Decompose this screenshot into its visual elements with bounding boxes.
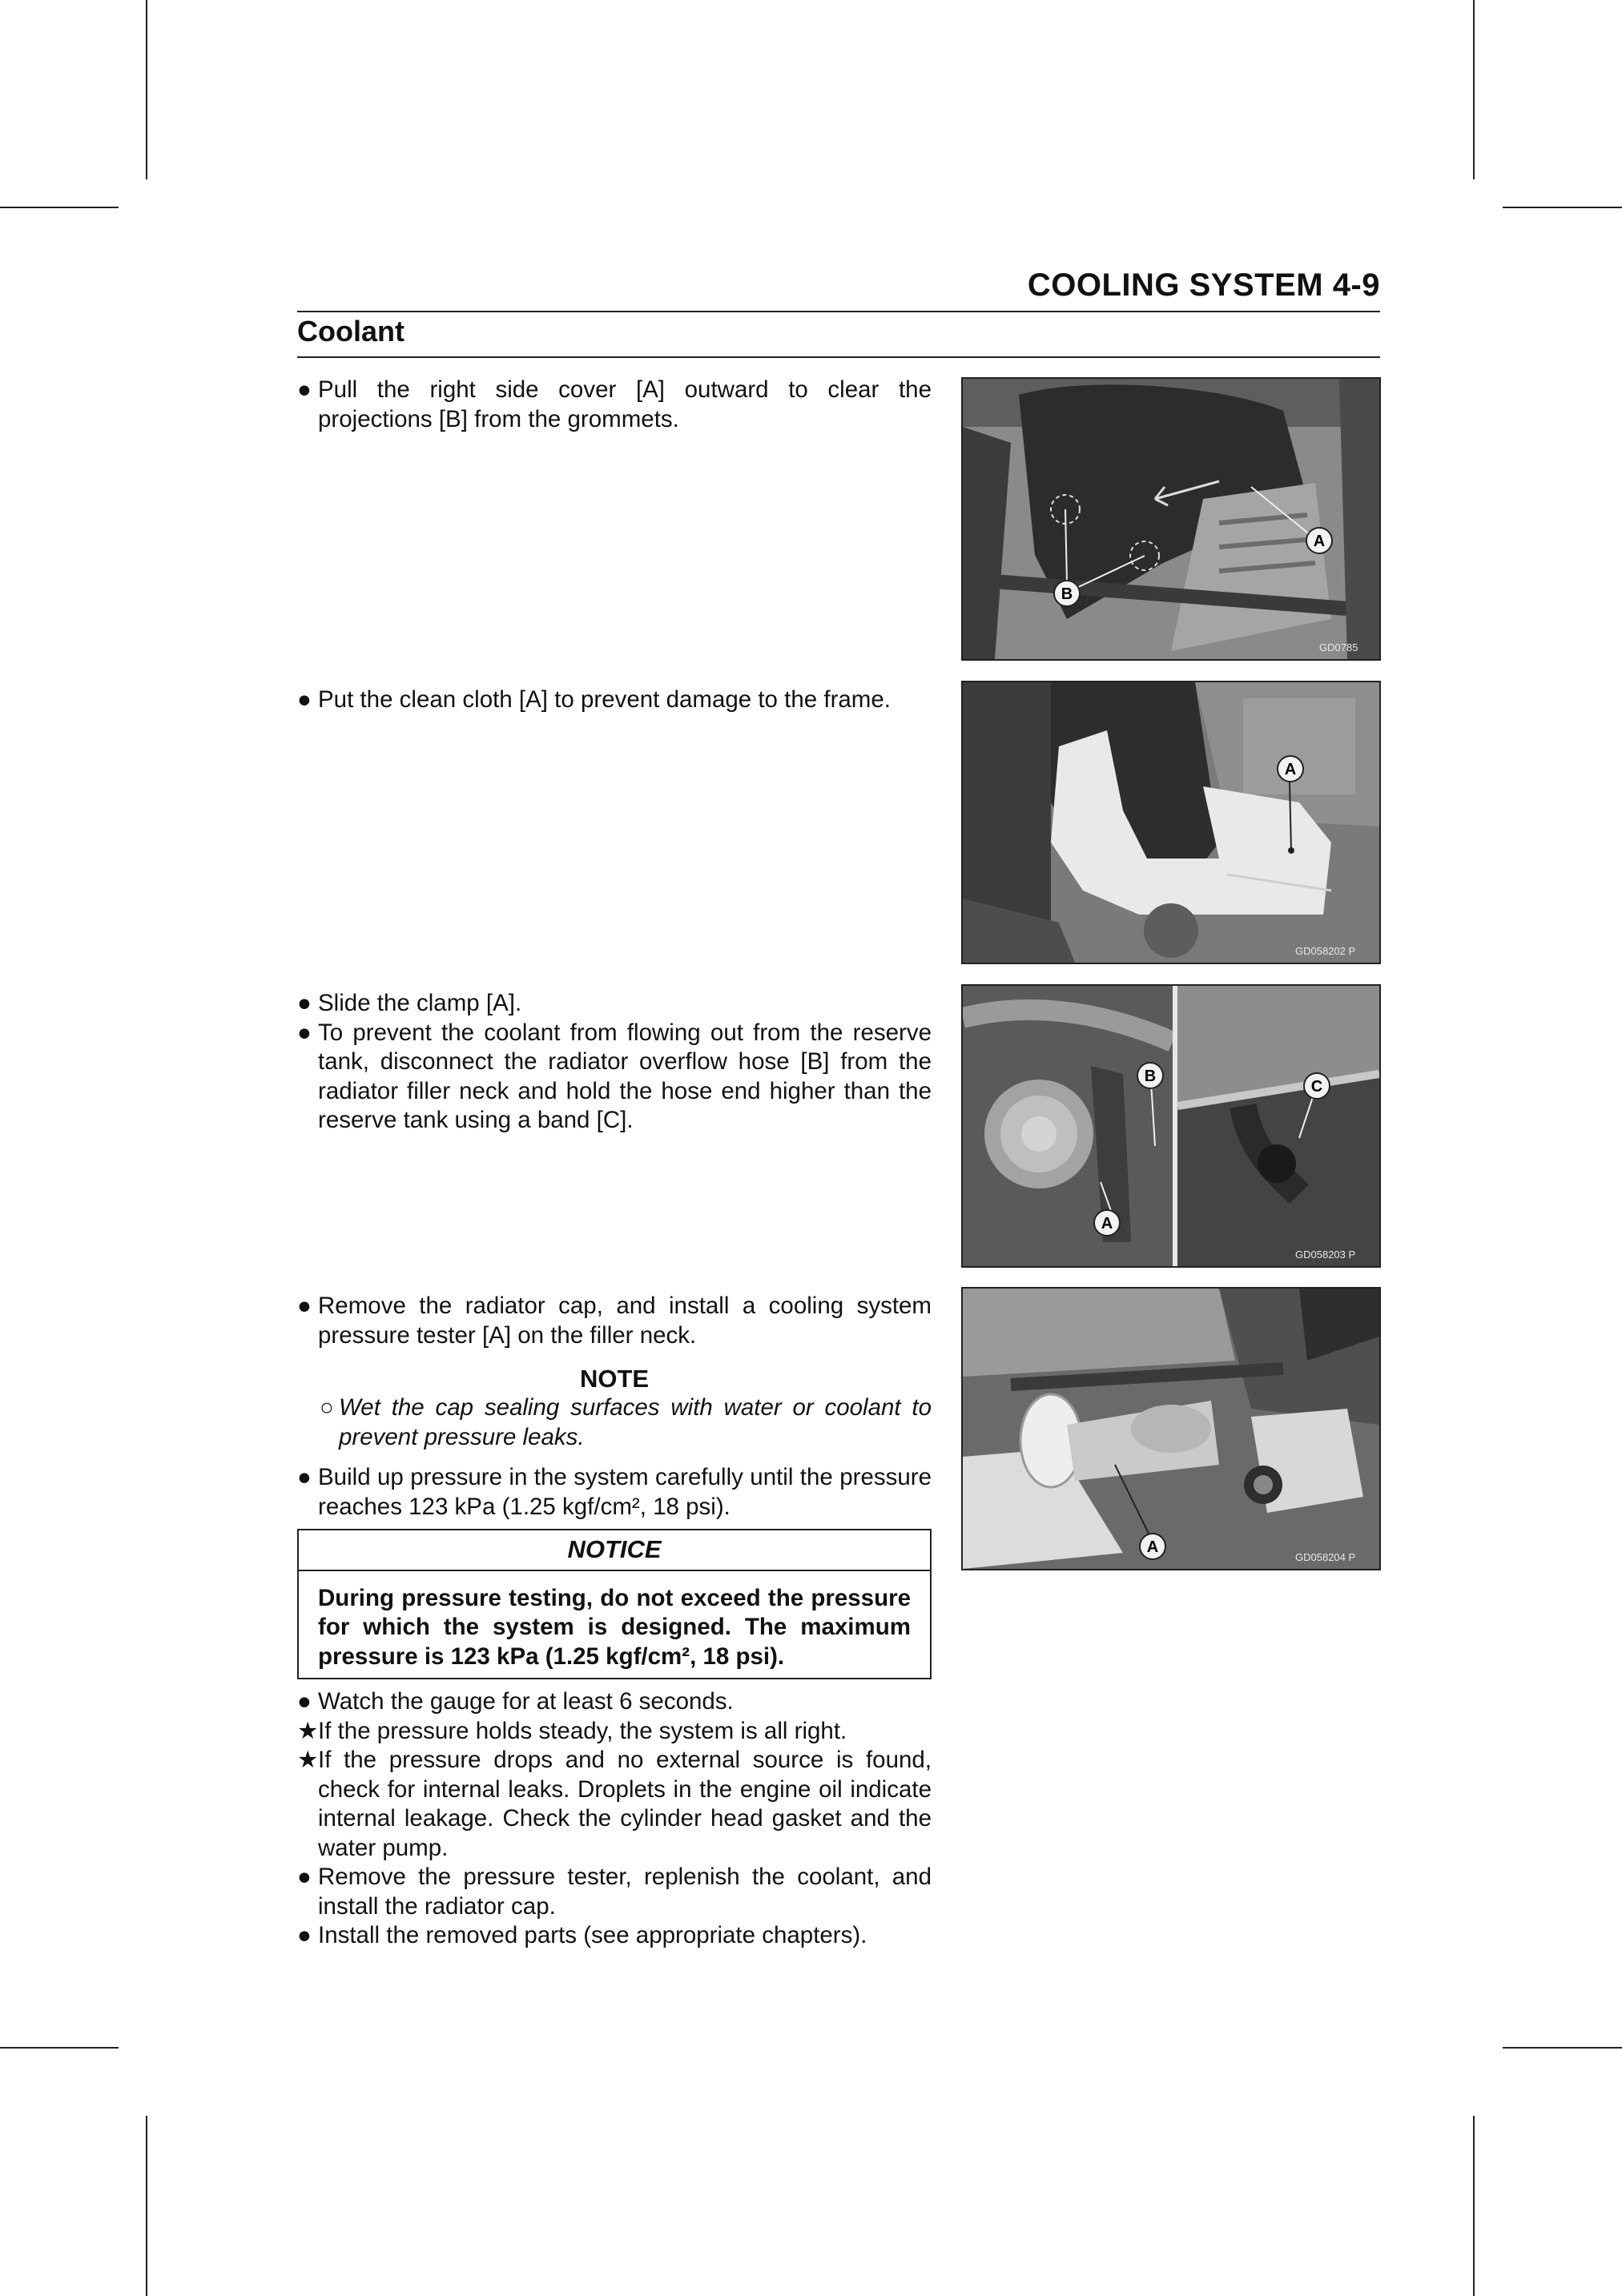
callout-a: A xyxy=(1146,1538,1159,1556)
photo-cloth xyxy=(961,681,1381,964)
callout-a: A xyxy=(1313,533,1326,550)
notice-title: NOTICE xyxy=(299,1530,930,1571)
step-text: Install the removed parts (see appropriate chapters). xyxy=(318,1922,867,1948)
circle-marker: ○ xyxy=(320,1394,334,1421)
bullet-marker: ● xyxy=(297,376,312,403)
callout-c: C xyxy=(1310,1078,1323,1096)
note-body xyxy=(297,1393,932,1452)
bullet-marker: ● xyxy=(297,1464,312,1490)
bullet-marker: ● xyxy=(297,990,312,1016)
crop-mark xyxy=(0,2047,119,2049)
crop-mark xyxy=(146,2116,147,2296)
page-header-title: COOLING SYSTEM 4-9 xyxy=(1027,267,1380,303)
photo-clamp-hose xyxy=(961,984,1381,1268)
step-group-2 xyxy=(297,686,932,715)
step-item xyxy=(297,1921,932,1951)
bullet-marker: ● xyxy=(297,1864,312,1890)
step-text: Put the clean cloth [A] to prevent damage to the frame. xyxy=(318,686,891,713)
bullet-marker: ● xyxy=(297,1688,312,1715)
step-item xyxy=(297,1687,932,1717)
bullet-marker: ● xyxy=(297,686,312,713)
callout-a: A xyxy=(1284,761,1297,778)
star-marker: ★ xyxy=(297,1747,319,1773)
step-group-3 xyxy=(297,989,932,1136)
bullet-marker: ● xyxy=(297,1293,312,1319)
step-item xyxy=(297,686,932,715)
bullet-marker: ● xyxy=(297,1922,312,1948)
crop-mark xyxy=(1503,207,1622,208)
photo-side-cover xyxy=(961,377,1381,661)
callout-a: A xyxy=(1101,1215,1113,1232)
step-text: If the pressure holds steady, the system is all right. xyxy=(318,1717,847,1744)
step-item xyxy=(297,1746,932,1863)
step-group-4 xyxy=(297,1292,932,1951)
header-rule xyxy=(297,311,1380,312)
step-text: Build up pressure in the system carefully until the pressure reaches 123 kPa (1.25 kgf/cm², 18 psi). xyxy=(318,1464,932,1520)
crop-mark xyxy=(0,207,119,208)
step-text: Watch the gauge for at least 6 seconds. xyxy=(318,1688,734,1715)
step-item xyxy=(297,376,932,434)
note-text: Wet the cap sealing surfaces with water or coolant to prevent pressure leaks. xyxy=(339,1394,932,1450)
step-item xyxy=(297,989,932,1019)
crop-mark xyxy=(1473,0,1475,179)
crop-mark xyxy=(1473,2116,1475,2296)
step-text: Slide the clamp [A]. xyxy=(318,990,522,1016)
bullet-marker: ● xyxy=(297,1019,312,1046)
step-item xyxy=(297,1019,932,1136)
step-text: Remove the pressure tester, replenish the coolant, and install the radiator cap. xyxy=(318,1864,932,1920)
section-title: Coolant xyxy=(297,315,404,348)
step-item xyxy=(297,1863,932,1921)
callout-b: B xyxy=(1061,585,1073,603)
step-item xyxy=(297,1717,932,1747)
photo-code: GD058204 P xyxy=(1295,1551,1356,1563)
notice-text: During pressure testing, do not exceed the pressure for which the system is designed. The maximum pressure is 123 kPa (1.25 kgf/cm², 18 psi). xyxy=(318,1584,911,1670)
crop-mark xyxy=(1503,2047,1622,2049)
photo-code: GD0785 xyxy=(1319,641,1358,653)
photo-pressure-tester xyxy=(961,1287,1381,1570)
section-rule xyxy=(297,356,1380,358)
note-title: NOTE xyxy=(579,1365,650,1393)
step-item xyxy=(297,1292,932,1350)
step-item xyxy=(297,1463,932,1522)
step-text: To prevent the coolant from flowing out from the reserve tank, disconnect the radiator overflow hose [B] from the radiator filler neck and hold the hose end higher than the reserve tank using a band [C]. xyxy=(318,1019,932,1133)
notice-box xyxy=(297,1529,932,1679)
step-text: Pull the right side cover [A] outward to clear the projections [B] from the grommets. xyxy=(318,376,932,432)
step-group-1 xyxy=(297,376,932,434)
step-text: Remove the radiator cap, and install a cooling system pressure tester [A] on the filler neck. xyxy=(318,1293,932,1349)
star-marker: ★ xyxy=(297,1717,319,1744)
photo-code: GD058202 P xyxy=(1295,945,1356,957)
step-text: If the pressure drops and no external source is found, check for internal leaks. Droplets in the engine oil indicate internal leakage. Check the cylinder head gasket and the water pump. xyxy=(318,1747,932,1861)
callout-b: B xyxy=(1144,1068,1157,1085)
photo-code: GD058203 P xyxy=(1295,1249,1356,1261)
crop-mark xyxy=(146,0,147,179)
